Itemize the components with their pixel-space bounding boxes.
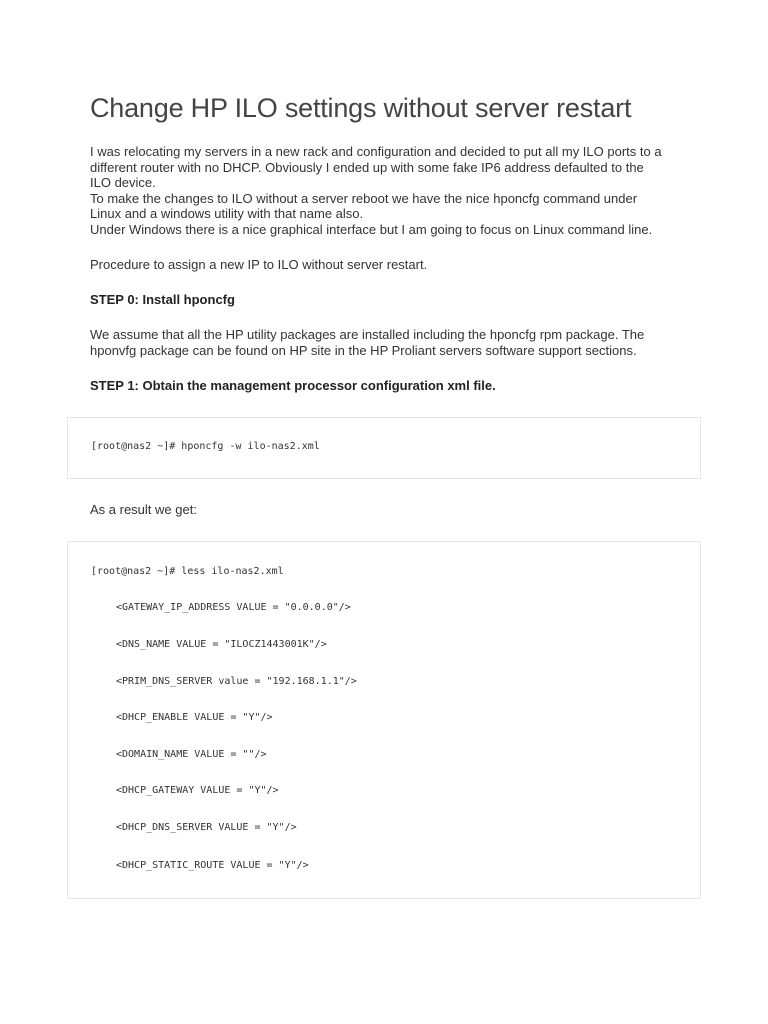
step0-heading: STEP 0: Install hponcfg [90, 292, 235, 307]
xml-line: <DHCP_ENABLE VALUE = "Y"/> [116, 712, 273, 723]
xml-line: <DOMAIN_NAME VALUE = ""/> [116, 749, 267, 760]
xml-line: <DHCP_GATEWAY VALUE = "Y"/> [116, 785, 279, 796]
intro-paragraph [90, 144, 690, 237]
xml-line: <GATEWAY_IP_ADDRESS VALUE = "0.0.0.0"/> [116, 602, 351, 613]
xml-line: <DHCP_STATIC_ROUTE VALUE = "Y"/> [116, 860, 309, 871]
intro-line: Under Windows there is a nice graphical interface but I am going to focus on Linux command line. [90, 221, 653, 237]
xml-line: <DHCP_DNS_SERVER VALUE = "Y"/> [116, 822, 297, 833]
result-text: As a result we get: [90, 502, 197, 517]
step0-line: hponvfg package can be found on HP site in the HP Proliant servers software support sections. [90, 342, 637, 358]
page-title: Change HP ILO settings without server restart [90, 93, 632, 123]
code-line-command: [root@nas2 ~]# hponcfg -w ilo-nas2.xml [91, 441, 320, 452]
intro-line: Linux and a windows utility with that name also. [90, 206, 364, 221]
intro-line: ILO device. [90, 175, 156, 190]
procedure-text: Procedure to assign a new IP to ILO without server restart. [90, 257, 428, 272]
xml-line: <PRIM_DNS_SERVER value = "192.168.1.1"/> [116, 676, 357, 687]
step0-line: We assume that all the HP utility packages are installed including the hponcfg rpm package. The [90, 327, 645, 342]
step1-heading: STEP 1: Obtain the management processor configuration xml file. [90, 378, 496, 393]
xml-line: <DNS_NAME VALUE = "ILOCZ1443001K"/> [116, 639, 327, 650]
step0-paragraph [90, 327, 690, 358]
intro-line: I was relocating my servers in a new rack and configuration and decided to put all my ILO ports to a [90, 144, 662, 159]
code-block-xml [67, 541, 701, 899]
code-block-command [67, 417, 701, 479]
intro-line: To make the changes to ILO without a server reboot we have the nice hponcfg command under [90, 190, 638, 206]
code-line-less-command: [root@nas2 ~]# less ilo-nas2.xml [91, 566, 284, 577]
intro-line: different router with no DHCP. Obviously I ended up with some fake IP6 address defaulted to the [90, 159, 644, 175]
